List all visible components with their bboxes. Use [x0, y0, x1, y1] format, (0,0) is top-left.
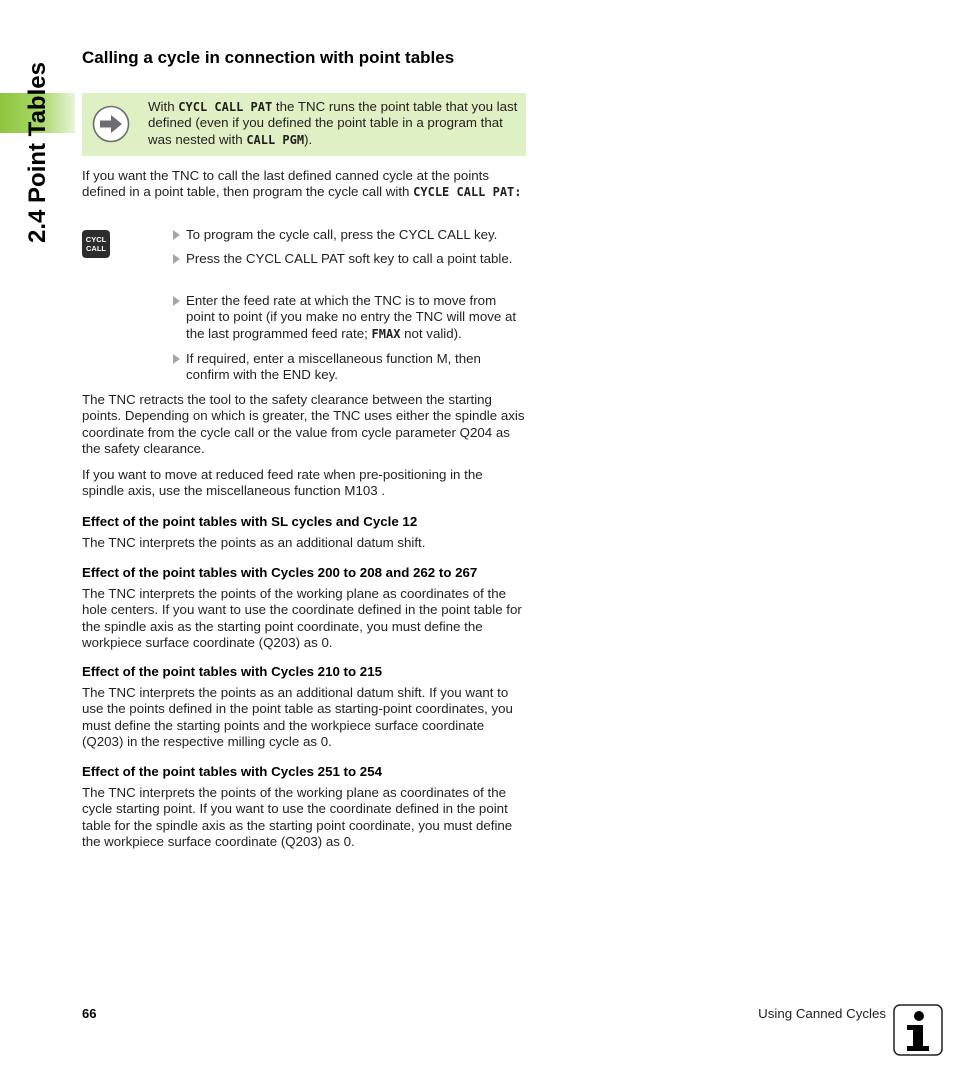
subsection-text-cycles-200-208: The TNC interprets the points of the working plane as coordinates of the hole centers. If you want to use the coordinate defined in the point table for the spindle axis as the starting point coordinate, you must define the workpiece surface coordinate (Q203) as 0. [82, 586, 522, 651]
subsection-heading-cycles-210-215: Effect of the point tables with Cycles 210 to 215 [82, 664, 382, 679]
section-side-title: 2.4 Point Tables [24, 62, 51, 243]
step-4: If required, enter a miscellaneous function M, then confirm with the END key. [173, 351, 525, 384]
code-cycl-call-pat: CYCL CALL PAT [178, 100, 273, 114]
footer-chapter-title: Using Canned Cycles [758, 1006, 886, 1021]
step-bullet-icon [173, 254, 180, 264]
code-cycle-call-pat: CYCLE CALL PAT: [413, 185, 522, 200]
section-heading: Calling a cycle in connection with point tables [82, 48, 455, 67]
subsection-text-sl-cycles: The TNC interprets the points as an additional datum shift. [82, 535, 426, 550]
intro-paragraph: If you want the TNC to call the last defined canned cycle at the points defined in a point table, then program the cycle call with CYCLE CALL PAT: [82, 168, 522, 200]
code-fmax: FMAX [371, 326, 401, 341]
retract-paragraph: The TNC retracts the tool to the safety clearance between the starting points. Depending on which is greater, the TNC uses either the spindle axis coordinate from the cycle call or the value from cycle parameter Q204 as the safety clearance. [82, 392, 525, 457]
cycl-call-key-icon: CYCL CALL [82, 230, 110, 258]
step-3: Enter the feed rate at which the TNC is to move from point to point (if you make no entry the TNC will move at the last programmed feed rate; FMAX not valid). [173, 293, 525, 342]
info-icon [893, 1004, 943, 1056]
subsection-text-cycles-251-254: The TNC interprets the points of the working plane as coordinates of the cycle starting point. If you want to use the coordinate defined in the point table for the spindle axis as the starting point coordinate, you must define the workpiece surface coordinate (Q203) as 0. [82, 785, 513, 850]
subsection-text-cycles-210-215: The TNC interprets the points as an additional datum shift. If you want to use the points defined in the point table as starting-point coordinates, you must define the starting points and the workpiece surface coordinate (Q203) in the respective milling cycle as 0. [82, 685, 513, 750]
note-box [82, 93, 526, 156]
step-2: Press the CYCL CALL PAT soft key to call a point table. [173, 251, 525, 267]
code-call-pgm: CALL PGM [246, 132, 305, 147]
note-text: With CYCL CALL PAT the TNC runs the point table that you last defined (even if you defined the point table in a program that was nested with CALL PGM). [148, 99, 518, 147]
subsection-heading-sl-cycles: Effect of the point tables with SL cycles and Cycle 12 [82, 514, 418, 529]
step-bullet-icon [173, 296, 180, 306]
arrow-right-icon [92, 105, 130, 143]
subsection-heading-cycles-251-254: Effect of the point tables with Cycles 251 to 254 [82, 764, 382, 779]
page-number: 66 [82, 1006, 97, 1021]
reduced-feed-paragraph: If you want to move at reduced feed rate when pre-positioning in the spindle axis, use the miscellaneous function M103 . [82, 467, 483, 499]
subsection-heading-cycles-200-208: Effect of the point tables with Cycles 200 to 208 and 262 to 267 [82, 565, 478, 580]
step-bullet-icon [173, 354, 180, 364]
step-1: To program the cycle call, press the CYCL CALL key. [173, 227, 525, 243]
step-bullet-icon [173, 230, 180, 240]
